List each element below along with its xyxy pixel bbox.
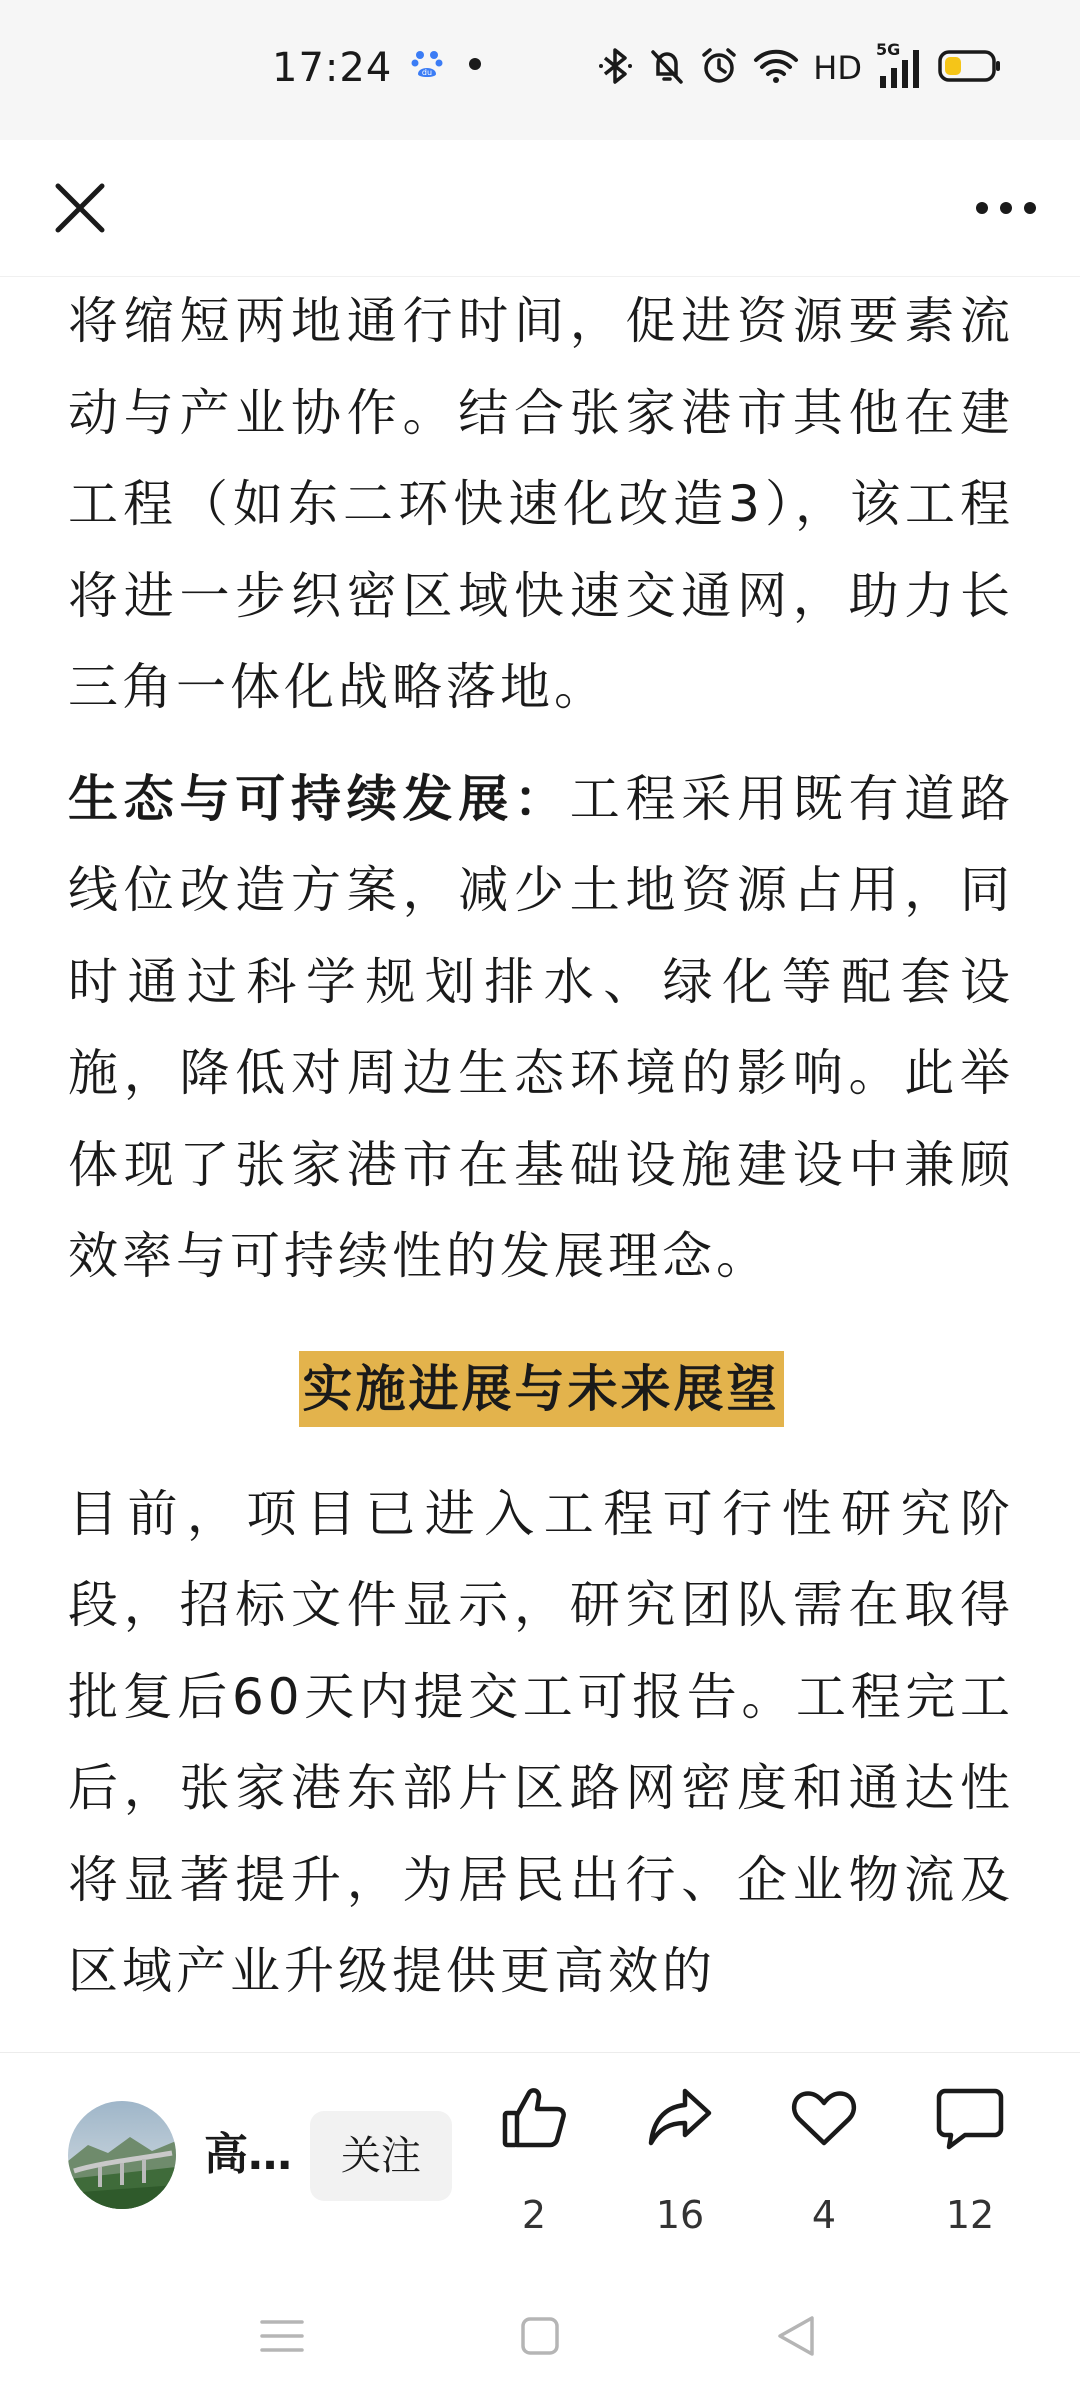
paragraph-bold-lead: 生态与可持续发展： xyxy=(68,769,570,828)
bluetooth-icon xyxy=(599,46,635,90)
status-time: 17:24 xyxy=(272,45,393,91)
menu-lines-icon xyxy=(260,2318,304,2354)
bottom-action-bar xyxy=(0,2052,1080,2273)
article-paragraph: 目前，项目已进入工程可行性研究阶段，招标文件显示，研究团队需在取得批复后60天内提交工可报告。工程完工后，张家港东部片区路网密度和通达性将显著提升，为居民出行、企业物流及区域产业升级提供更高效的 xyxy=(68,1484,1014,2000)
hd-label: HD xyxy=(813,49,862,87)
article-paragraph xyxy=(68,754,1014,1303)
follow-button[interactable]: 关注 xyxy=(310,2111,452,2201)
comment-bubble-icon xyxy=(935,2083,1005,2157)
alarm-icon xyxy=(699,46,739,90)
recent-apps-button[interactable] xyxy=(242,2296,322,2376)
back-triangle-icon xyxy=(774,2314,818,2358)
thumbs-up-icon xyxy=(499,2083,569,2157)
article-body[interactable] xyxy=(0,276,1080,2052)
wifi-icon xyxy=(753,46,799,90)
share-arrow-icon xyxy=(645,2083,715,2157)
home-button[interactable] xyxy=(500,2296,580,2376)
status-bar xyxy=(0,0,1080,140)
system-navigation-bar xyxy=(0,2272,1080,2400)
share-button[interactable] xyxy=(620,2083,740,2263)
comment-button[interactable] xyxy=(910,2083,1030,2263)
collect-button[interactable] xyxy=(764,2083,884,2263)
heart-icon xyxy=(789,2083,859,2157)
article-paragraph: 将缩短两地通行时间，促进资源要素流动与产业协作。结合张家港市其他在建工程（如东二环快速化改造3），该工程将进一步织密区域快速交通网，助力长三角一体化战略落地。 xyxy=(68,292,1014,716)
section-heading: 实施进展与未来展望 xyxy=(299,1351,784,1427)
more-options-button[interactable] xyxy=(962,164,1050,252)
mute-bell-icon xyxy=(649,46,685,90)
close-button[interactable] xyxy=(36,164,124,252)
comment-count: 12 xyxy=(945,2193,995,2237)
signal-5g-icon xyxy=(876,40,924,90)
status-system-icons xyxy=(599,40,1002,92)
author-avatar[interactable] xyxy=(68,2101,176,2209)
network-type-label: 5G xyxy=(876,40,901,59)
paragraph-text: 工程采用既有道路线位改造方案，减少土地资源占用，同时通过科学规划排水、绿化等配套设施，降低对周边生态环境的影响。此举体现了张家港市在基础设施建设中兼顾效率与可持续性的发展理念。 xyxy=(68,769,1014,1285)
top-nav xyxy=(0,140,1080,277)
author-name[interactable]: 高… xyxy=(204,2129,292,2180)
more-dots-icon xyxy=(975,200,1037,216)
share-count: 16 xyxy=(655,2193,705,2237)
collect-count: 4 xyxy=(811,2193,837,2237)
status-notification-icons xyxy=(410,46,482,84)
home-square-icon xyxy=(520,2316,560,2356)
like-count: 2 xyxy=(521,2193,547,2237)
notification-dot-icon xyxy=(468,56,482,75)
back-button[interactable] xyxy=(756,2296,836,2376)
battery-icon xyxy=(938,48,1002,88)
close-icon xyxy=(54,182,106,234)
baidu-paw-icon xyxy=(410,46,444,84)
section-heading-wrap xyxy=(68,1351,1014,1431)
like-button[interactable] xyxy=(474,2083,594,2263)
svg-text:du: du xyxy=(421,68,433,77)
